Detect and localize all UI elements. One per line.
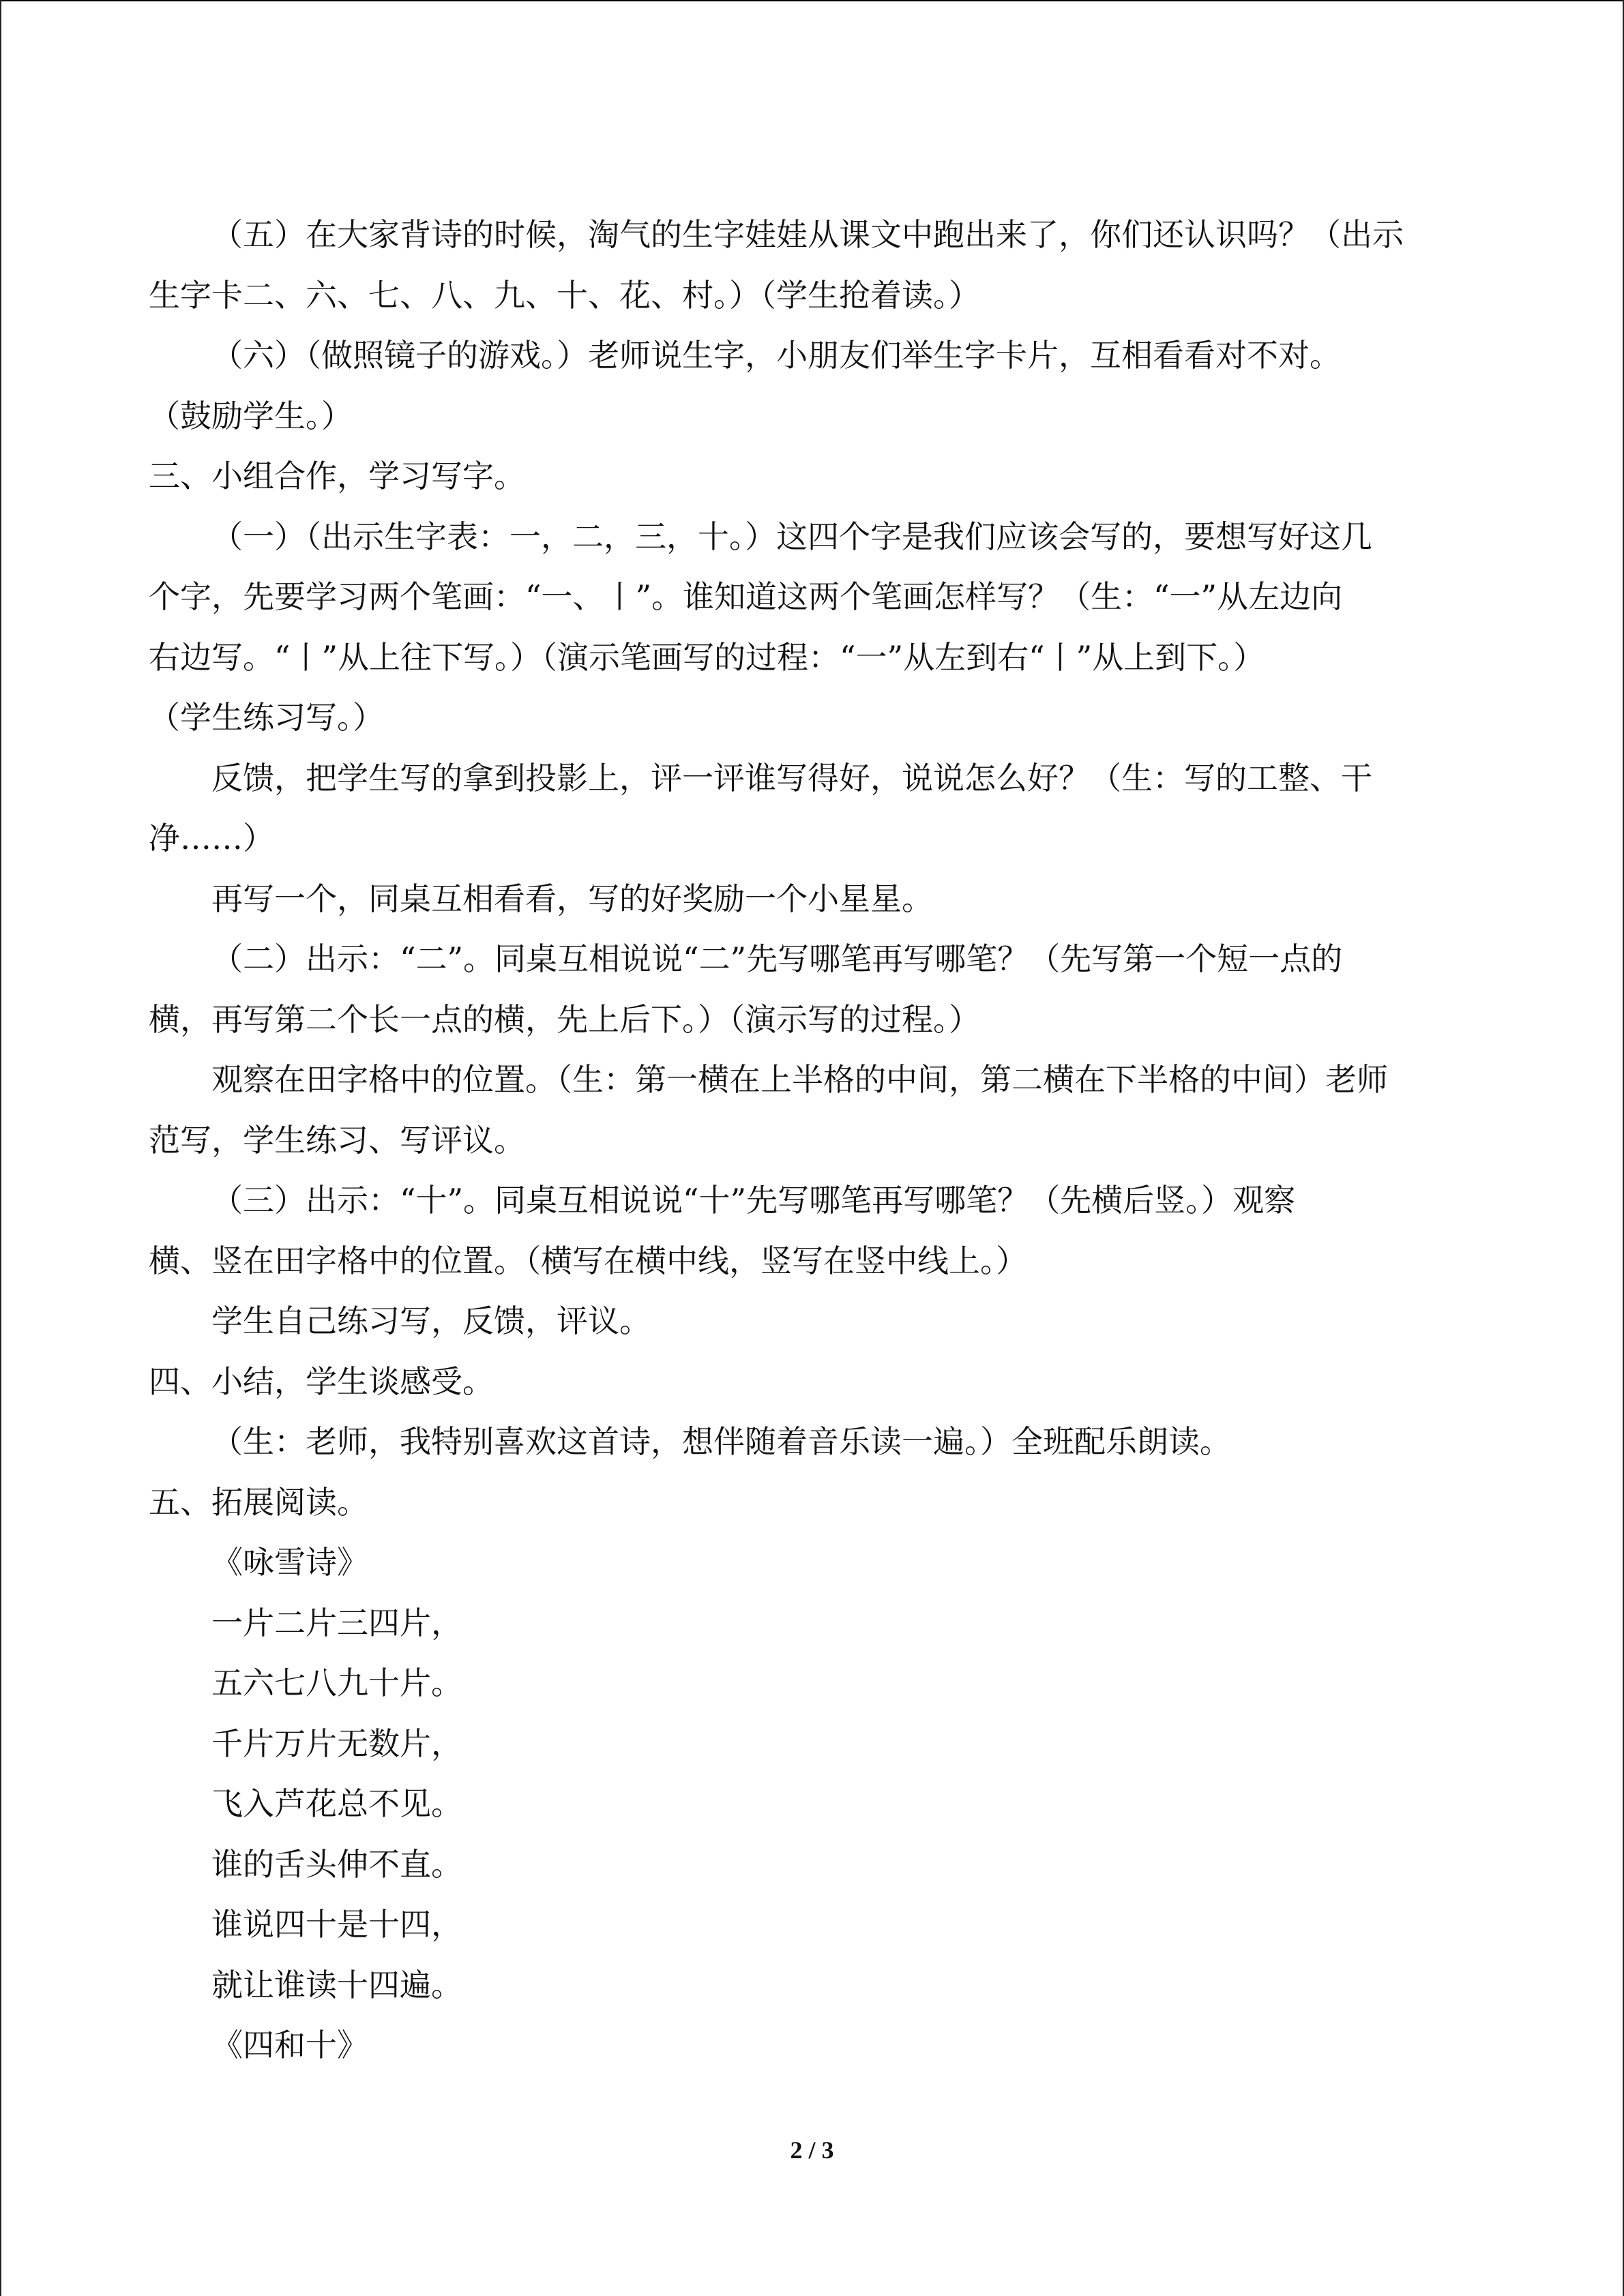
- poem-title: 《咏雪诗》: [211, 1544, 368, 1581]
- poem-line: 就让谁读十四遍。: [211, 1966, 462, 2003]
- body-line: （生：老师，我特别喜欢这首诗，想伴随着音乐读一遍。）全班配乐朗读。: [211, 1423, 1231, 1460]
- body-line: 再写一个，同桌互相看看，写的好奖励一个小星星。: [211, 880, 933, 917]
- body-line: （学生练习写。）: [149, 699, 384, 736]
- body-line: 反馈，把学生写的拿到投影上，评一评谁写得好，说说怎么好？（生：写的工整、干: [211, 759, 1372, 796]
- poem-line: 一片二片三四片，: [211, 1604, 462, 1641]
- section-heading: 五、拓展阅读。: [149, 1483, 368, 1521]
- body-line: 个字，先要学习两个笔画：“一、丨”。谁知道这两个笔画怎样写？（生：“一”从左边向: [149, 578, 1343, 615]
- body-line: （一）（出示生字表：一，二，三，十。）这四个字是我们应该会写的，要想写好这几: [211, 518, 1372, 555]
- section-heading: 四、小结，学生谈感受。: [149, 1362, 494, 1400]
- document-body: [149, 205, 1465, 2076]
- body-line: （鼓励学生。）: [149, 397, 353, 434]
- body-line: 净……）: [149, 820, 274, 856]
- body-line: 横，再写第二个长一点的横，先上后下。）（演示写的过程。）: [149, 1000, 980, 1038]
- poem-line: 千片万片无数片，: [211, 1725, 462, 1762]
- poem-line: 飞入芦花总不见。: [211, 1785, 462, 1822]
- poem-line: 谁的舌头伸不直。: [211, 1845, 462, 1883]
- page-top-border: [0, 0, 1624, 1]
- body-line: 生字卡二、六、七、八、九、十、花、村。）（学生抢着读。）: [149, 276, 980, 314]
- body-line: 右边写。“丨”从上往下写。）（演示笔画写的过程：“一”从左到右“丨”从上到下。）: [149, 638, 1265, 676]
- body-line: （二）出示：“二”。同桌互相说说“二”先写哪笔再写哪笔？（先写第一个短一点的: [211, 940, 1343, 977]
- page-number: 2 / 3: [790, 2136, 834, 2164]
- body-line: （三）出示：“十”。同桌互相说说“十”先写哪笔再写哪笔？（先横后竖。）观察: [211, 1182, 1296, 1219]
- page-left-border: [0, 0, 1, 2296]
- poem-title: 《四和十》: [211, 2027, 368, 2063]
- body-line: 范写，学生练习、写评议。: [149, 1121, 525, 1159]
- poem-line: 五六七八九十片。: [211, 1665, 462, 1701]
- body-line: （六）（做照镜子的游戏。）老师说生字，小朋友们举生字卡片，互相看看对不对。: [211, 337, 1341, 374]
- body-line: （五）在大家背诗的时候，淘气的生字娃娃从课文中跑出来了，你们还认识吗？（出示: [211, 216, 1404, 253]
- body-line: 观察在田字格中的位置。（生：第一横在上半格的中间，第二横在下半格的中间）老师: [211, 1061, 1388, 1098]
- poem-line: 谁说四十是十四，: [211, 1906, 462, 1943]
- body-line: 学生自己练习写，反馈，评议。: [211, 1302, 651, 1339]
- section-heading: 三、小组合作，学习写字。: [149, 458, 525, 494]
- body-line: 横、竖在田字格中的位置。（横写在横中线，竖写在竖中线上。）: [149, 1242, 1027, 1279]
